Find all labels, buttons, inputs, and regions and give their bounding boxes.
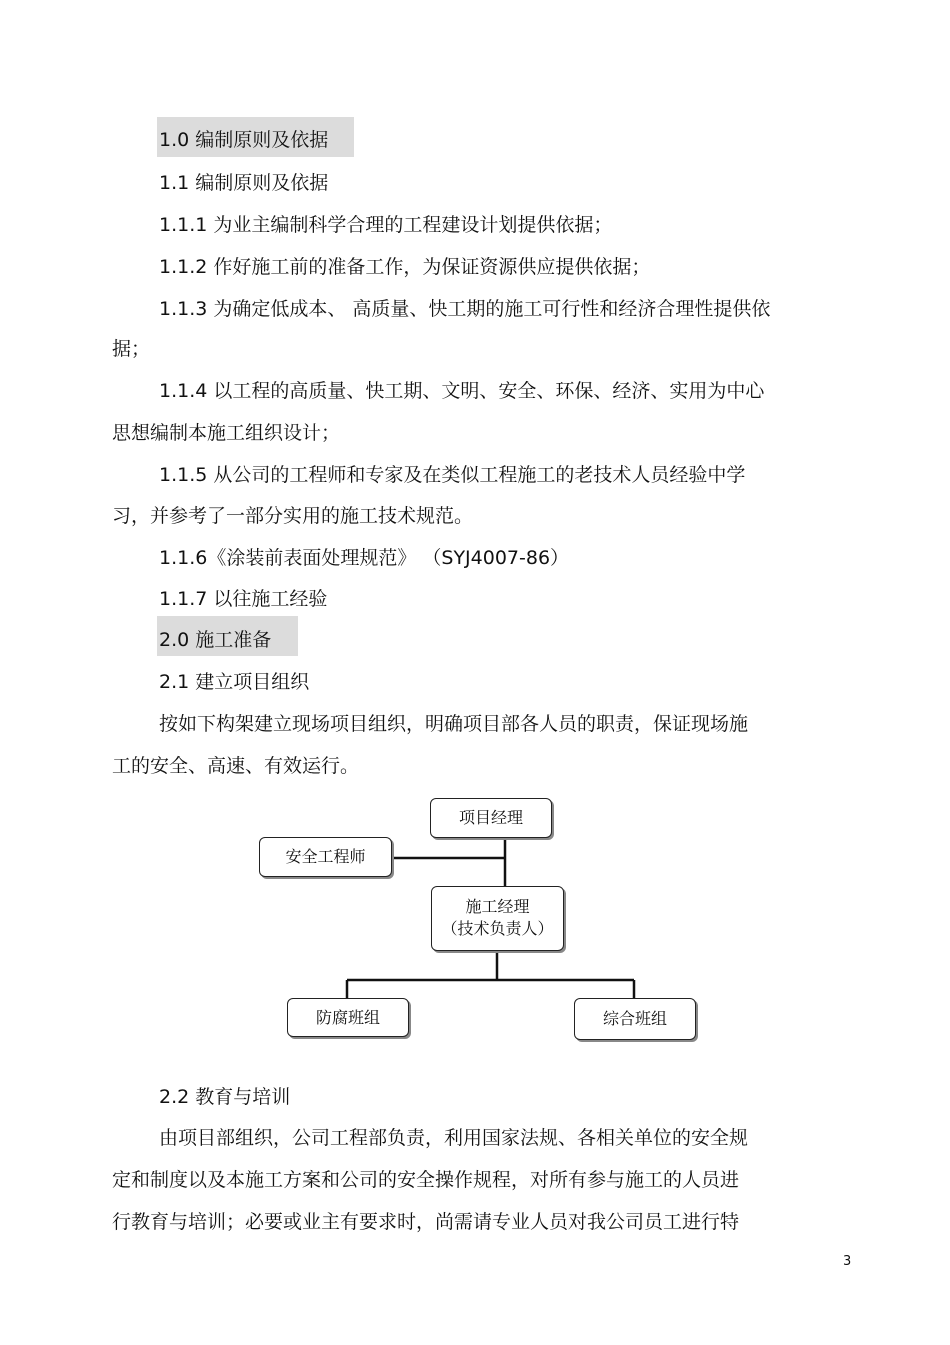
heading-2-2: 2.2 教育与培训 bbox=[159, 1086, 291, 1108]
item-1-1-1: 1.1.1 为业主编制科学合理的工程建设计划提供依据； bbox=[159, 214, 613, 236]
construction-manager-label: 施工经理 bbox=[465, 897, 530, 916]
org-box-construction-manager bbox=[431, 886, 564, 951]
item-1-1-5-line1: 1.1.5 从公司的工程师和专家及在类似工程施工的老技术人员经验中学 bbox=[159, 464, 746, 486]
project-manager-label: 项目经理 bbox=[458, 808, 523, 827]
heading-1-0: 1.0 编制原则及依据 bbox=[159, 129, 329, 151]
construction-manager-sublabel: （技术负责人） bbox=[441, 919, 554, 938]
org-box-project-manager bbox=[430, 798, 552, 838]
item-1-1-3-line1: 1.1.3 为确定低成本、 高质量、快工期的施工可行性和经济合理性提供依 bbox=[159, 298, 771, 320]
item-1-1-3-line2: 据； bbox=[112, 338, 151, 360]
org-box-general-team bbox=[574, 998, 696, 1040]
para-2-2-line1: 由项目部组织，公司工程部负责，利用国家法规、各相关单位的安全规 bbox=[159, 1127, 749, 1149]
heading-2-1: 2.1 建立项目组织 bbox=[159, 671, 310, 693]
para-2-2-line3: 行教育与培训；必要或业主有要求时，尚需请专业人员对我公司员工进行特 bbox=[112, 1211, 740, 1233]
general-team-label: 综合班组 bbox=[602, 1009, 667, 1028]
heading-2-0: 2.0 施工准备 bbox=[159, 629, 272, 651]
item-1-1-4-line1: 1.1.4 以工程的高质量、快工期、文明、安全、环保、经济、实用为中心 bbox=[159, 380, 765, 402]
item-1-1-7: 1.1.7 以往施工经验 bbox=[159, 588, 328, 610]
para-2-2-line2: 定和制度以及本施工方案和公司的安全操作规程，对所有参与施工的人员进 bbox=[112, 1169, 740, 1191]
page-number: 3 bbox=[843, 1254, 852, 1269]
anticorrosion-team-label: 防腐班组 bbox=[315, 1008, 380, 1027]
heading-1-1: 1.1 编制原则及依据 bbox=[159, 172, 329, 194]
item-1-1-4-line2: 思想编制本施工组织设计； bbox=[112, 422, 341, 444]
org-box-anticorrosion-team bbox=[287, 998, 409, 1037]
item-1-1-5-line2: 习，并参考了一部分实用的施工技术规范。 bbox=[112, 505, 474, 527]
item-1-1-2: 1.1.2 作好施工前的准备工作，为保证资源供应提供依据； bbox=[159, 256, 651, 278]
org-box-safety-engineer bbox=[259, 837, 392, 877]
para-2-1-line2: 工的安全、高速、有效运行。 bbox=[112, 755, 360, 777]
safety-engineer-label: 安全工程师 bbox=[285, 847, 366, 866]
item-1-1-6: 1.1.6《涂装前表面处理规范》 （SYJ4007-86） bbox=[159, 547, 570, 569]
para-2-1-line1: 按如下构架建立现场项目组织，明确项目部各人员的职责，保证现场施 bbox=[159, 713, 749, 735]
